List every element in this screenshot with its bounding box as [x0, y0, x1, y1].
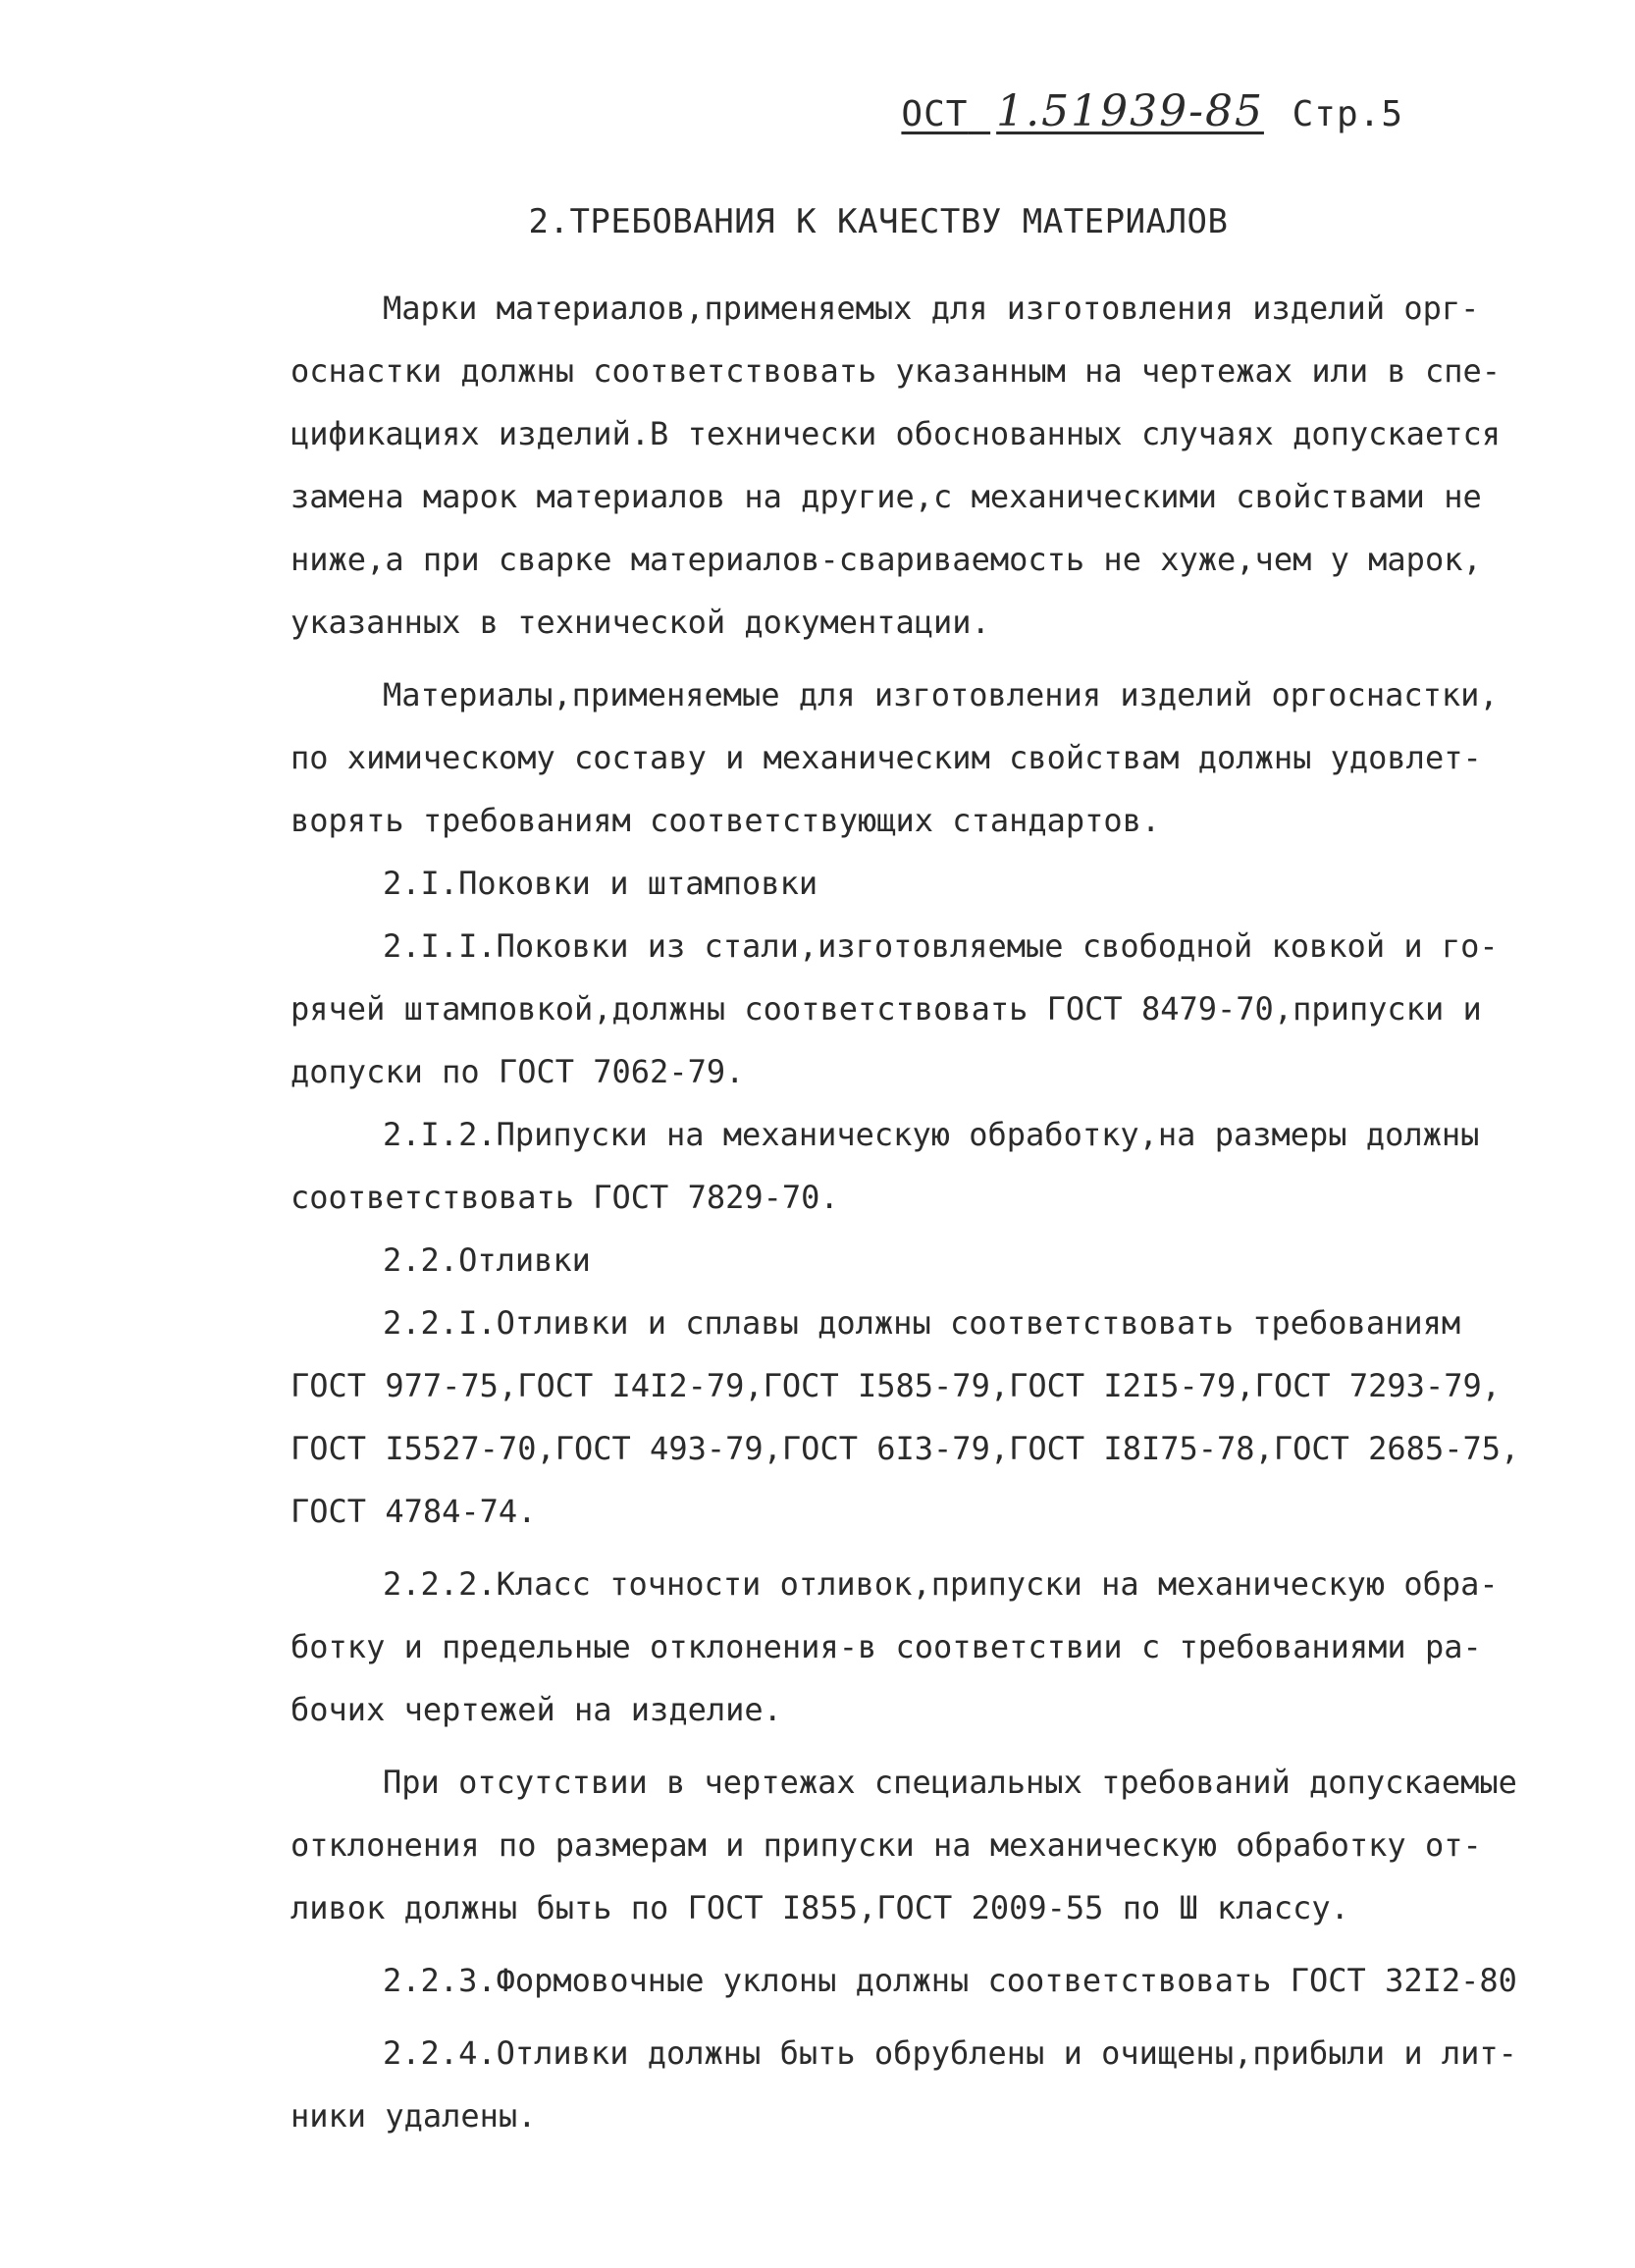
text-line: 2.I.I.Поковки из стали,изготовляемые свободной ковкой и го-: [383, 927, 1499, 965]
text-line: 2.2.4.Отливки должны быть обрублены и очищены,прибыли и лит-: [383, 2034, 1517, 2072]
text-line: ГОСТ 977-75,ГОСТ I4I2-79,ГОСТ I585-79,ГОСТ I2I5-79,ГОСТ 7293-79,: [290, 1367, 1501, 1404]
text-line: ники удалены.: [290, 2097, 537, 2135]
page-label: Стр.5: [1292, 94, 1403, 134]
standard-number: [901, 86, 1270, 136]
text-line: соответствовать ГОСТ 7829-70.: [290, 1179, 839, 1216]
text-line: ботку и предельные отклонения-в соответствии с требованиями ра-: [290, 1628, 1482, 1665]
standard-code: 1.51939-85: [996, 86, 1264, 136]
body-text: [290, 277, 1527, 2147]
text-line: Материалы,применяемые для изготовления изделий оргоснастки,: [383, 676, 1499, 713]
text-line: ворять требованиям соответствующих стандартов.: [290, 802, 1161, 839]
section-title: 2.ТРЕБОВАНИЯ К КАЧЕСТВУ МАТЕРИАЛОВ: [528, 202, 1229, 241]
text-line: замена марок материалов на другие,с механическими свойствами не: [290, 478, 1482, 515]
text-line: рячей штамповкой,должны соответствовать ГОСТ 8479-70,припуски и: [290, 990, 1482, 1028]
standard-prefix: ОСТ: [901, 94, 969, 134]
text-line: 2.2.3.Формовочные уклоны должны соответствовать ГОСТ 32I2-80: [383, 1962, 1517, 1999]
text-line: бочих чертежей на изделие.: [290, 1691, 782, 1728]
subsection-heading: 2.I.Поковки и штамповки: [383, 865, 818, 902]
text-line: ливок должны быть по ГОСТ I855,ГОСТ 2009-55 по Ш классу.: [290, 1889, 1349, 1926]
text-line: указанных в технической документации.: [290, 604, 990, 641]
text-line: Марки материалов,применяемых для изготовления изделий орг-: [383, 290, 1480, 327]
text-line: ГОСТ I5527-70,ГОСТ 493-79,ГОСТ 6I3-79,ГОСТ I8I75-78,ГОСТ 2685-75,: [290, 1430, 1520, 1467]
text-line: допуски по ГОСТ 7062-79.: [290, 1053, 745, 1090]
text-line: ГОСТ 4784-74.: [290, 1493, 537, 1530]
text-line: отклонения по размерам и припуски на механическую обработку от-: [290, 1826, 1482, 1864]
text-line: 2.I.2.Припуски на механическую обработку,на размеры должны: [383, 1116, 1480, 1153]
text-line: 2.2.2.Класс точности отливок,припуски на механическую обра-: [383, 1565, 1499, 1603]
text-line: При отсутствии в чертежах специальных требований допускаемые: [383, 1764, 1517, 1801]
text-line: цификациях изделий.В технически обоснованных случаях допускается: [290, 415, 1501, 452]
text-line: ниже,а при сварке материалов-свариваемость не хуже,чем у марок,: [290, 541, 1482, 578]
text-line: 2.2.I.Отливки и сплавы должны соответствовать требованиям: [383, 1304, 1461, 1342]
text-line: по химическому составу и механическим свойствам должны удовлет-: [290, 739, 1482, 776]
subsection-heading: 2.2.Отливки: [383, 1241, 591, 1279]
page-header: [901, 86, 1403, 136]
text-line: оснастки должны соответствовать указанным на чертежах или в спе-: [290, 352, 1501, 390]
